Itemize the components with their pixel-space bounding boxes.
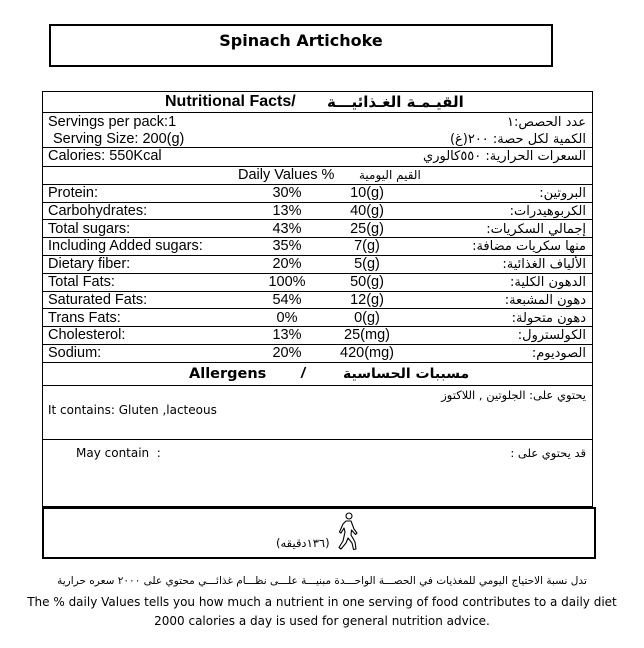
- nutrient-name-en: Cholesterol:: [48, 327, 126, 344]
- facts-header-ar: القيـمـة الغـذائيـــة: [327, 93, 464, 111]
- daily-values-label-en: Daily Values %: [238, 167, 335, 183]
- nutrient-name-ar: الألياف الغذائية:: [502, 257, 586, 273]
- nutrient-amount: 25(mg): [344, 327, 390, 344]
- nutrient-row: [43, 345, 592, 363]
- nutrient-row: [43, 221, 592, 239]
- nutrition-facts-table: [42, 91, 593, 507]
- nutrient-daily-value: 0%: [276, 309, 298, 326]
- servings-per-pack-en: Servings per pack:1: [48, 114, 177, 130]
- daily-values-row: [43, 167, 592, 185]
- allergens-contains-row: [43, 386, 592, 440]
- nutrient-row: [43, 256, 592, 274]
- servings-per-pack-ar: عدد الحصص:١: [506, 115, 586, 130]
- daily-values-label-ar: القيم اليومية: [359, 168, 421, 182]
- footer-note-ar: تدل نسبة الاحتياج اليومي للمغذيات في الحصـــة الواحـــدة مبنيـــة علـــى نظـــام غذائـــي محتوي على ٢٠٠٠ سعره حرارية: [57, 575, 587, 587]
- allergens-may-contain-en: May contain :: [76, 446, 161, 460]
- nutrient-amount: 420(mg): [340, 345, 394, 362]
- nutrient-amount: 0(g): [354, 309, 380, 326]
- nutrient-daily-value: 43%: [272, 220, 302, 237]
- calories-en: Calories: 550Kcal: [48, 148, 162, 164]
- nutrient-amount: 7(g): [354, 238, 380, 255]
- nutrient-name-ar: الدهون الكلية:: [510, 275, 586, 290]
- product-title-box: [49, 24, 553, 67]
- servings-row: [43, 113, 592, 148]
- nutrient-name-en: Saturated Fats:: [48, 291, 148, 308]
- footer-note-en-line2: 2000 calories a day is used for general nutrition advice.: [154, 614, 490, 628]
- nutrient-daily-value: 13%: [272, 327, 302, 344]
- nutrient-name-ar: الكولسترول:: [517, 328, 586, 344]
- nutrient-row: [43, 203, 592, 221]
- nutrient-daily-value: 20%: [272, 256, 302, 273]
- allergens-header-row: [43, 364, 592, 386]
- nutrient-name-en: Carbohydrates:: [48, 202, 148, 219]
- serving-size-ar: الكمية لكل حصة: ٢٠٠(غ): [449, 132, 586, 147]
- nutrient-daily-value: 13%: [272, 202, 302, 219]
- nutrient-row: [43, 310, 592, 328]
- nutrient-name-en: Dietary fiber:: [48, 256, 131, 273]
- nutrient-name-en: Total sugars:: [48, 220, 131, 237]
- nutrient-name-ar: منها سكريات مضافة:: [472, 239, 586, 255]
- nutrient-row: [43, 327, 592, 345]
- nutrient-daily-value: 35%: [272, 238, 302, 255]
- nutrient-name-ar: دهون المشبعة:: [504, 292, 586, 308]
- footer-note-en-line1: The % daily Values tells you how much a nutrient in one serving of food contributes to a daily diet: [27, 595, 617, 609]
- nutrient-daily-value: 30%: [272, 185, 302, 201]
- nutrient-name-en: Sodium:: [48, 345, 102, 362]
- allergens-contains-en: It contains: Gluten ,lacteous: [48, 403, 217, 417]
- nutrient-row: [43, 185, 592, 203]
- nutrient-amount: 25(g): [350, 220, 384, 237]
- activity-duration: (١٣٦دقيقه): [276, 536, 330, 550]
- allergens-contains-ar: يحتوي على: الجلوتين , اللاكتوز: [441, 388, 586, 402]
- nutrient-amount: 10(g): [350, 185, 384, 201]
- nutrient-amount: 50(g): [350, 274, 384, 290]
- activity-box: [42, 507, 596, 559]
- nutrient-name-en: Total Fats:: [48, 274, 115, 290]
- nutrient-amount: 5(g): [354, 256, 380, 273]
- nutrient-name-ar: إجمالي السكريات:: [486, 221, 586, 237]
- calories-ar: السعرات الحرارية: ٥٥٠كالوري: [423, 149, 586, 164]
- product-title: Spinach Artichoke: [219, 31, 383, 50]
- walking-person-icon: [337, 512, 359, 552]
- nutrient-amount: 12(g): [350, 291, 384, 308]
- allergens-separator: /: [301, 366, 306, 382]
- allergens-may-contain-ar: قد يحتوي على :: [510, 446, 586, 460]
- nutrient-row: [43, 292, 592, 310]
- nutrient-row: [43, 274, 592, 292]
- allergens-header-ar: مسببات الحساسية: [343, 366, 470, 382]
- facts-header-en: Nutritional Facts/: [165, 93, 296, 110]
- nutrient-name-en: Including Added sugars:: [48, 238, 203, 255]
- nutrient-daily-value: 100%: [268, 274, 306, 290]
- calories-row: [43, 148, 592, 167]
- nutrient-name-en: Trans Fats:: [48, 309, 121, 326]
- serving-size-en: Serving Size: 200(g): [53, 131, 185, 147]
- allergens-may-contain-row: [43, 440, 592, 506]
- nutrient-row: [43, 238, 592, 256]
- facts-header-row: [43, 92, 592, 113]
- allergens-header-en: Allergens: [189, 366, 267, 382]
- nutrient-daily-value: 20%: [272, 345, 302, 362]
- nutrient-name-ar: الصوديوم:: [531, 346, 586, 362]
- nutrient-daily-value: 54%: [272, 291, 302, 308]
- nutrient-name-ar: دهون متحولة:: [511, 310, 586, 326]
- nutrient-name-ar: البروتين:: [539, 186, 586, 201]
- nutrient-name-en: Protein:: [48, 185, 98, 201]
- nutrient-name-ar: الكربوهيدرات:: [509, 203, 586, 219]
- nutrient-amount: 40(g): [350, 202, 384, 219]
